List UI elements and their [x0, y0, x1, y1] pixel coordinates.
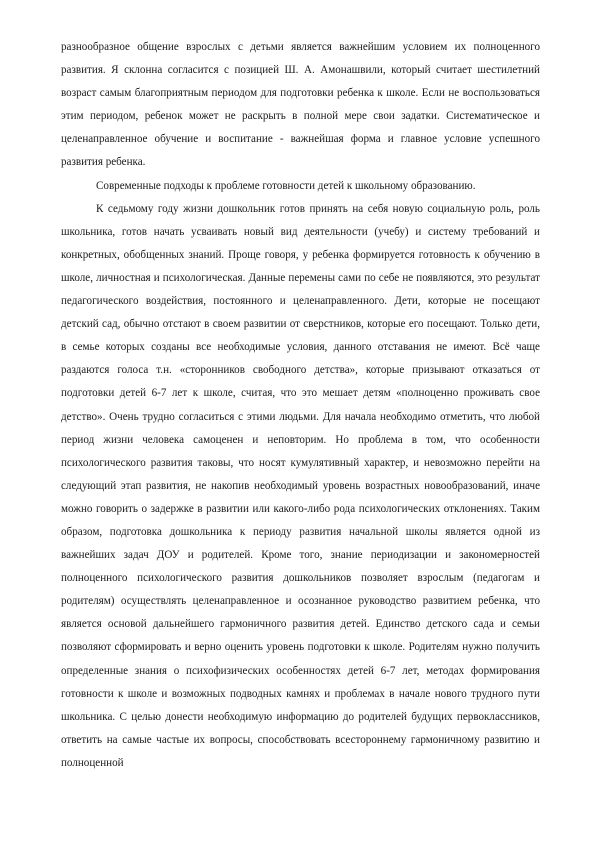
paragraph-continued: разнообразное общение взрослых с детьми является важнейшим условием их полноценного развития. Я склонна согласится с позицией Ш. А. Амонашвили, который считает шестилетний возраст самым благоприятным периодом для подготовки ребенка к школе. Если не воспользоваться этим периодом, ребенок может не раскрыть в полной мере свои задатки. Систематическое и целенаправленное обучение и воспитание - важнейшая форма и главное условие успешного развития ребенка. — [61, 41, 540, 169]
paragraph-main: К седьмому году жизни дошкольник готов принять на себя новую социальную роль, роль школьника, готов начать усваивать новый вид деятельности (учебу) и систему требований и конкретных, обобщенных знаний. Проще говоря, у ребенка формируется готовность к обучению в школе, личностная и психологическая. Данные перемены сами по себе не появляются, это результат педагогического воздействия, постоянного и целенаправленного. Дети, которые не посещают детский сад, обычно отстают в своем развитии от сверстников, которые его посещают. Только дети, в семье которых созданы все необходимые условия, данного отставания не имеют. Всё чаще раздаются голоса т.н. «сторонников свободного детства», которые призывают отказаться от подготовки детей 6-7 лет к школе, считая, что это мешает детям «полноценно проживать свое детство». Очень трудно согласиться с этими людьми. Для начала необходимо отметить, что любой период жизни человека самоценен и неповторим. Но проблема в том, что особенности психологического развития таковы, что носят кумулятивный характер, и невозможно перейти на следующий этап развития, не накопив необходимый уровень возрастных новообразований, иначе можно говорить о задержке в развитии или какого-либо рода психологических отклонениях. Таким образом, подготовка дошкольника к периоду развития начальной школы является одной из важнейших задач ДОУ и родителей. Кроме того, знание периодизации и закономерностей полноценного психологического развития дошкольников позволяет взрослым (педагогам и родителям) осуществлять целенаправленное и осознанное руководство развитием ребенка, что является основой дальнейшего гармоничного развития детей. Единство детского сада и семьи позволяют сформировать и верно оценить уровень подготовки к школе. Родителям нужно получить определенные знания о психофизических особенностях детей 6-7 лет, методах формирования готовности к школе и возможных подводных камнях и проблемах в начале нового трудного пути школьника. С целью донести необходимую информацию до родителей будущих первоклассников, ответить на самые частые их вопросы, способствовать всестороннему гармоничному развитию и полноценной — [61, 202, 540, 769]
document-body — [61, 36, 540, 775]
section-heading: Современные подходы к проблеме готовности детей к школьному образованию. — [96, 179, 476, 192]
